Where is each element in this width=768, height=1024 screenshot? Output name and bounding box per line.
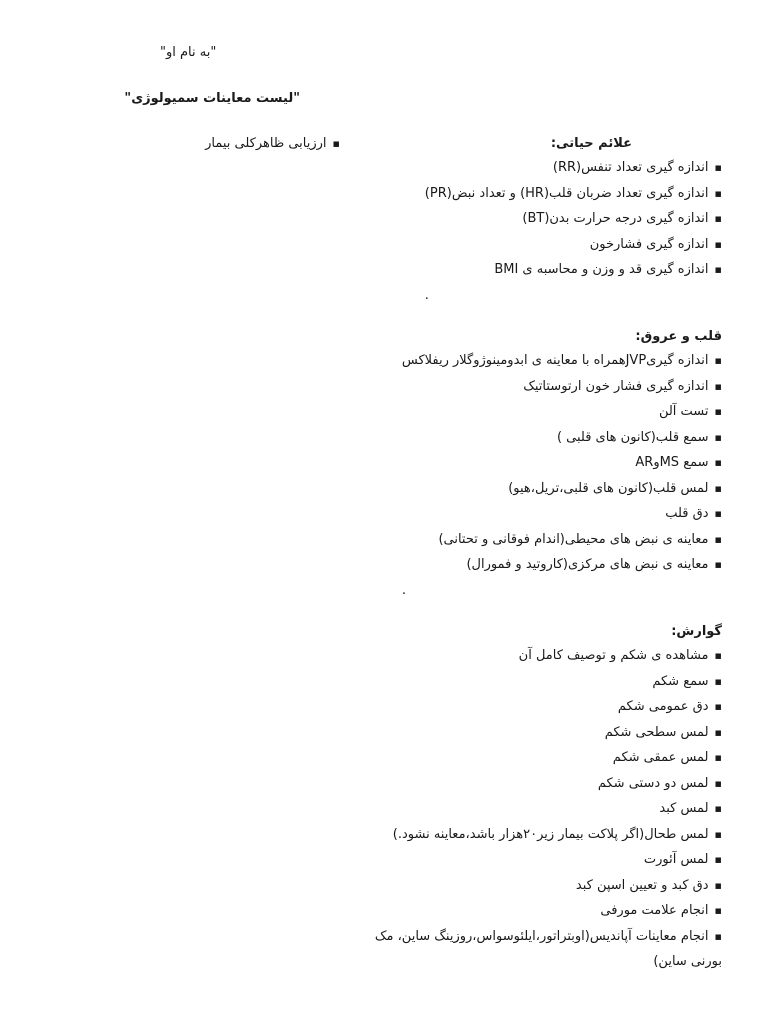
list-item: ▪ اندازه گیری فشار خون ارتوستاتیک	[402, 374, 722, 400]
vitals-section	[425, 133, 722, 308]
gi-heading: گوارش:	[671, 624, 722, 639]
list-item: ▪ معاینه ی نبض های محیطی(اندام فوقانی و تحتانی)	[402, 527, 722, 553]
list-item: ▪ معاینه ی نبض های مرکزی(کاروتید و فمورال)	[402, 552, 722, 578]
gi-list	[362, 643, 722, 975]
cardio-heading: قلب و عروق:	[635, 329, 722, 344]
gi-section	[362, 621, 722, 975]
list-item: ▪ اندازه گیری تعداد ضربان قلب(HR) و تعداد نبض(PR)	[425, 181, 722, 207]
list-item: ▪ لمس طحال(اگر پلاکت بیمار زیر۲۰هزار باشد،معاینه نشود.)	[362, 822, 722, 848]
vitals-list	[425, 155, 722, 283]
list-item: ▪ لمس آئورت	[362, 847, 722, 873]
bullet-icon: ▪	[332, 137, 340, 150]
list-item: ▪ اندازه گیری تعداد تنفس(RR)	[425, 155, 722, 181]
list-item: ▪ دق عمومی شکم	[362, 694, 722, 720]
list-item: ▪ سمع شکم	[362, 669, 722, 695]
vitals-heading: علائم حیاتی:	[550, 136, 632, 151]
list-item: ▪ اندازه گیری قد و وزن و محاسبه ی BMI	[425, 257, 722, 283]
list-item: ▪ لمس کبد	[362, 796, 722, 822]
list-item: ▪ انجام معاینات آپاندیس(اوبتراتور،ایلئوسواس،روزینگ ساین، مک بورنی ساین)	[362, 924, 722, 975]
list-item: ▪ دق کبد و تعیین اسپن کبد	[362, 873, 722, 899]
section-end-dot: .	[424, 287, 429, 303]
overall-assessment-label: ارزیابی ظاهرکلی بیمار	[205, 136, 327, 151]
list-item: ▪ اندازه گیریJVPهمراه با معاینه ی ابدومینوژوگلار ریفلاکس	[402, 348, 722, 374]
list-item: ▪ دق قلب	[402, 501, 722, 527]
document-title: "لیست معاینات سمیولوژی"	[124, 91, 300, 106]
bismillah-header: "به نام او"	[160, 45, 217, 60]
list-item: ▪ سمع قلب(کانون های قلبی )	[402, 425, 722, 451]
cardio-section	[402, 326, 722, 603]
cardio-list	[402, 348, 722, 578]
list-item: ▪ تست آلن	[402, 399, 722, 425]
list-item: ▪ لمس سطحی شکم	[362, 720, 722, 746]
list-item: ▪ اندازه گیری فشارخون	[425, 232, 722, 258]
section-end-dot: .	[401, 582, 407, 598]
list-item: ▪ سمع MSوAR	[402, 450, 722, 476]
list-item: ▪ اندازه گیری درجه حرارت بدن(BT)	[425, 206, 722, 232]
list-item: ▪ لمس دو دستی شکم	[362, 771, 722, 797]
list-item: ▪ لمس عمقی شکم	[362, 745, 722, 771]
overall-assessment-item	[150, 135, 340, 153]
list-item: ▪ مشاهده ی شکم و توصیف کامل آن	[362, 643, 722, 669]
list-item: ▪ لمس قلب(کانون های قلبی،تریل،هیو)	[402, 476, 722, 502]
list-item: ▪ انجام علامت مورفی	[362, 898, 722, 924]
